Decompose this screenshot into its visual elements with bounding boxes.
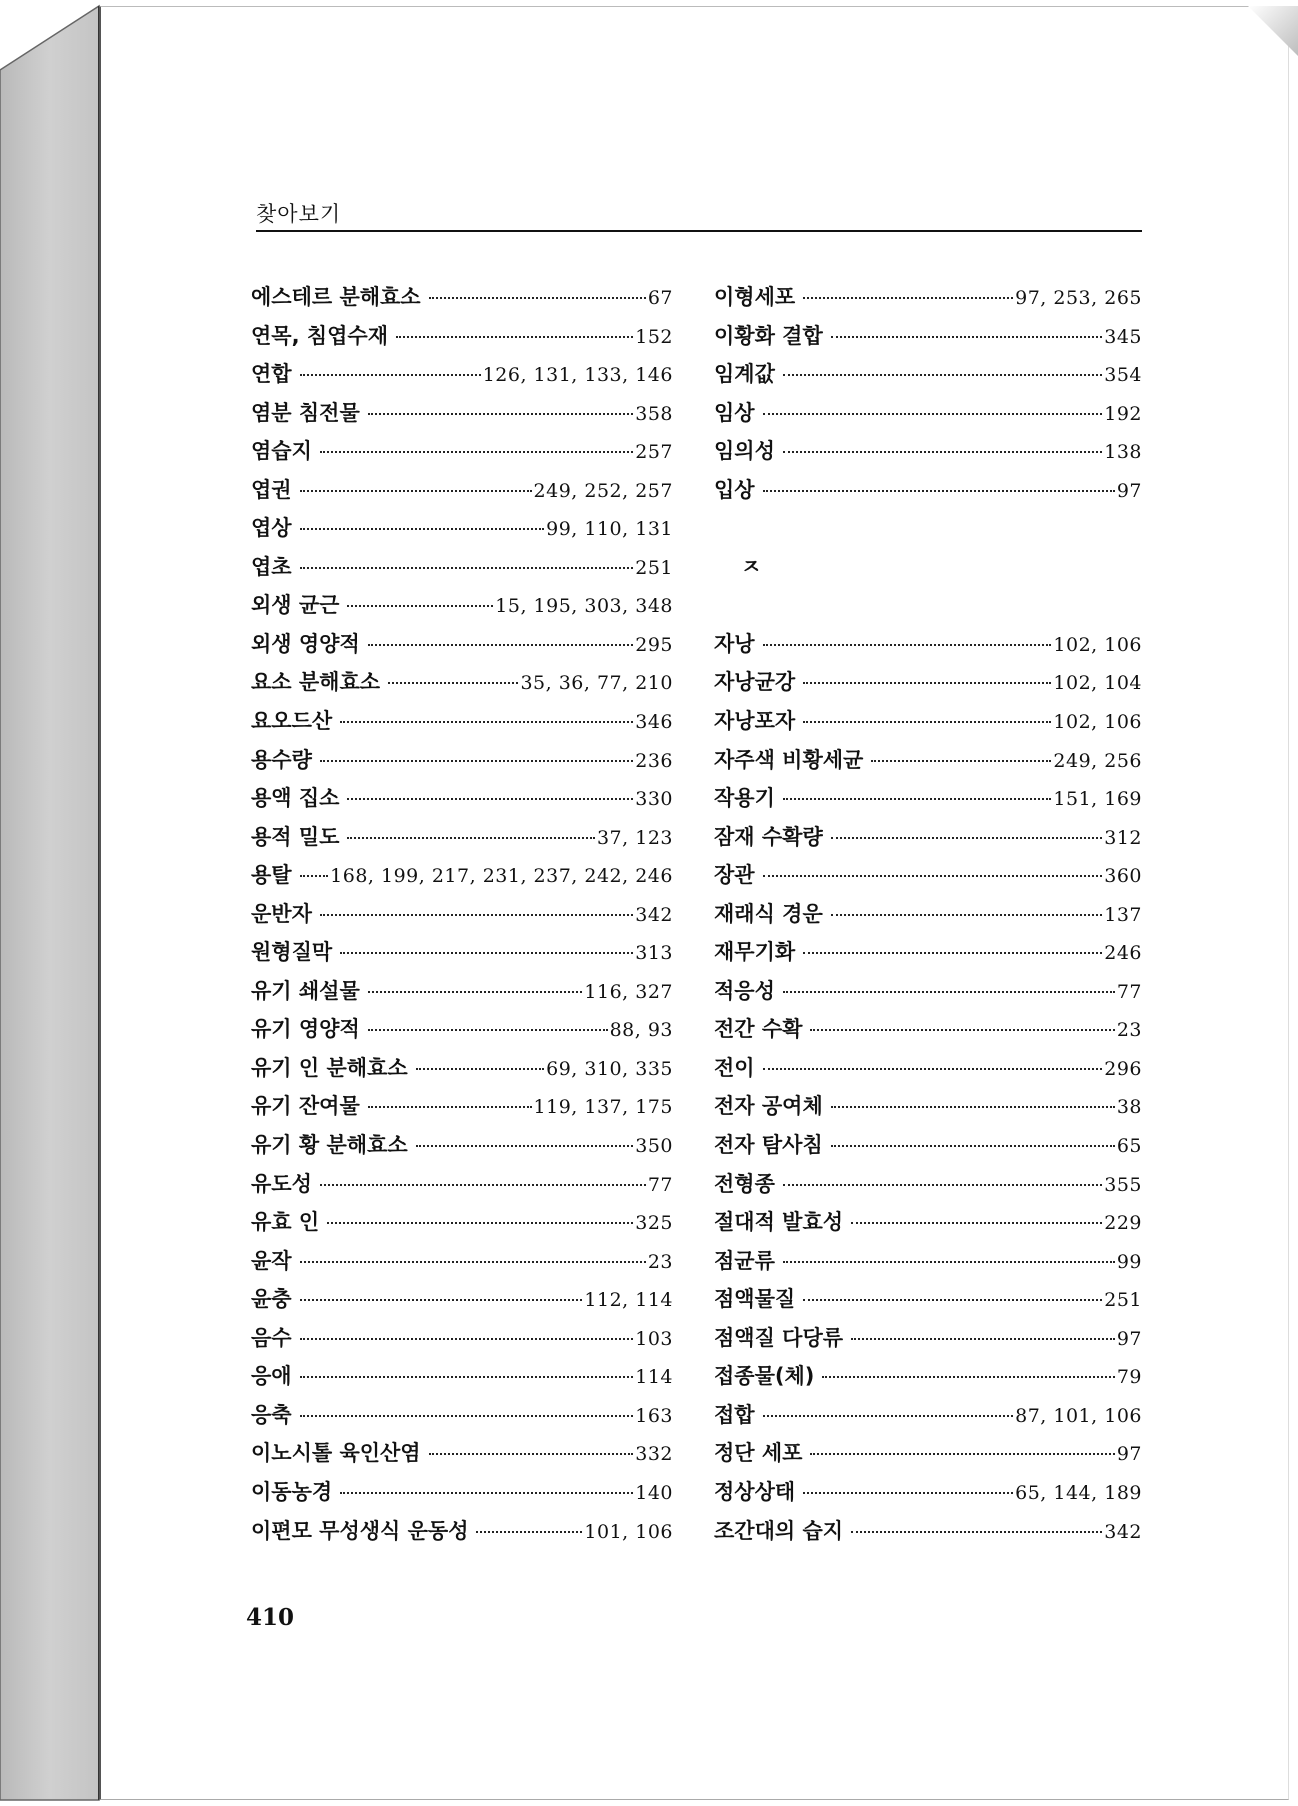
index-entry — [714, 355, 1142, 394]
index-entry — [251, 1357, 673, 1396]
index-term: 유기 잔여물 — [251, 1094, 360, 1119]
dot-leader — [763, 1415, 1014, 1417]
index-entry — [714, 1165, 1142, 1204]
dot-leader — [783, 1261, 1115, 1263]
index-term: 임의성 — [714, 439, 775, 464]
dot-leader — [851, 1222, 1102, 1224]
page-refs: 312 — [1104, 826, 1142, 849]
dot-leader — [851, 1531, 1102, 1533]
index-term: 임계값 — [714, 362, 775, 387]
index-term: 자낭포자 — [714, 709, 796, 734]
index-term: 운반자 — [251, 901, 312, 926]
index-term: 외생 영양적 — [251, 631, 360, 656]
page-refs: 152 — [635, 325, 673, 348]
page-refs: 295 — [635, 633, 673, 656]
dot-leader — [783, 1184, 1102, 1186]
dot-leader — [763, 490, 1115, 492]
dot-leader — [810, 1029, 1114, 1031]
index-entry — [714, 317, 1142, 356]
index-term: 전간 수확 — [714, 1017, 803, 1042]
index-entry — [251, 972, 673, 1011]
index-term: 자주색 비황세균 — [714, 747, 864, 772]
dot-leader — [368, 1029, 608, 1031]
dot-leader — [429, 297, 646, 299]
index-term: 엽초 — [251, 554, 292, 579]
index-entry — [714, 1087, 1142, 1126]
index-term: 접종물(체) — [714, 1364, 815, 1389]
page-refs: 192 — [1104, 402, 1142, 425]
index-entry — [714, 1512, 1142, 1551]
page-refs: 257 — [635, 441, 673, 464]
dot-leader — [803, 1299, 1102, 1301]
index-entry — [251, 779, 673, 818]
index-entry — [251, 1203, 673, 1242]
dot-leader — [783, 798, 1052, 800]
dot-leader — [368, 1106, 532, 1108]
section-letter: ㅈ — [741, 554, 762, 579]
index-term: 에스테르 분해효소 — [251, 285, 421, 309]
page-refs: 69, 310, 335 — [546, 1057, 673, 1080]
dot-leader — [416, 1145, 634, 1147]
dot-leader — [300, 1338, 634, 1340]
index-entry — [251, 1512, 673, 1551]
page-refs: 346 — [635, 711, 673, 734]
dot-leader — [822, 1376, 1114, 1378]
index-term: 전자 탐사침 — [714, 1133, 823, 1158]
dot-leader — [300, 490, 532, 492]
index-entry — [714, 1010, 1142, 1049]
page-refs: 249, 252, 257 — [533, 479, 673, 502]
page-refs: 97 — [1116, 1443, 1142, 1466]
header-rule — [256, 230, 1142, 232]
index-entry — [714, 1126, 1142, 1165]
index-term: 재래식 경운 — [714, 901, 823, 926]
page-refs: 102, 104 — [1053, 672, 1142, 695]
index-term: 외생 균근 — [251, 593, 340, 618]
page-refs: 37, 123 — [596, 826, 673, 849]
dot-leader — [320, 1184, 646, 1186]
index-entry — [251, 1280, 673, 1319]
index-entry — [251, 741, 673, 780]
index-term: 점액질 다당류 — [714, 1325, 844, 1350]
index-entry — [714, 895, 1142, 934]
index-group-i — [714, 278, 1142, 509]
index-entry — [251, 1396, 673, 1435]
page-refs: 163 — [635, 1404, 673, 1427]
page-corner-shadow — [1238, 0, 1298, 60]
index-term: 용적 밀도 — [251, 824, 340, 849]
index-entry — [251, 586, 673, 625]
page-refs: 88, 93 — [609, 1019, 673, 1042]
dot-leader — [783, 451, 1102, 453]
index-term: 윤충 — [251, 1287, 292, 1312]
dot-leader — [340, 721, 633, 723]
index-entry — [714, 741, 1142, 780]
index-entry — [251, 1049, 673, 1088]
index-entry — [714, 1203, 1142, 1242]
dot-leader — [300, 528, 545, 530]
page-refs: 103 — [635, 1327, 673, 1350]
page-refs: 15, 195, 303, 348 — [495, 595, 673, 618]
index-entry — [714, 394, 1142, 433]
index-term: 응축 — [251, 1402, 292, 1427]
index-term: 접합 — [714, 1402, 755, 1427]
index-entry — [251, 625, 673, 664]
dot-leader — [300, 1376, 634, 1378]
dot-leader — [327, 1222, 633, 1224]
page-refs: 355 — [1104, 1173, 1142, 1196]
page-refs: 35, 36, 77, 210 — [520, 672, 673, 695]
page-refs: 332 — [635, 1443, 673, 1466]
dot-leader — [300, 1415, 634, 1417]
book-spine-graphic — [0, 0, 100, 1806]
index-term: 점균류 — [714, 1248, 775, 1273]
index-term: 입상 — [714, 477, 755, 502]
index-column-right — [714, 278, 1142, 1550]
index-entry — [714, 933, 1142, 972]
dot-leader — [831, 1106, 1115, 1108]
page-refs: 77 — [1116, 980, 1142, 1003]
page-refs: 137 — [1104, 903, 1142, 926]
index-entry — [251, 1087, 673, 1126]
page-refs: 102, 106 — [1053, 711, 1142, 734]
index-entry — [251, 1242, 673, 1281]
index-term: 절대적 발효성 — [714, 1210, 844, 1235]
page-number: 410 — [246, 1604, 295, 1631]
dot-leader — [368, 413, 633, 415]
dot-leader — [763, 644, 1052, 646]
dot-leader — [300, 374, 481, 376]
page-refs: 296 — [1104, 1057, 1142, 1080]
index-entry — [251, 702, 673, 741]
page-refs: 229 — [1104, 1212, 1142, 1235]
dot-leader — [476, 1531, 582, 1533]
index-entry — [251, 818, 673, 857]
page-refs: 77 — [647, 1173, 673, 1196]
index-term: 조간대의 습지 — [714, 1518, 844, 1543]
index-group-j — [714, 625, 1142, 1550]
index-term: 요오드산 — [251, 709, 333, 734]
index-term: 전자 공여체 — [714, 1094, 823, 1119]
page-refs: 23 — [647, 1250, 673, 1273]
page-refs: 65, 144, 189 — [1015, 1481, 1142, 1504]
index-term: 염분 침전물 — [251, 400, 360, 425]
page-refs: 97 — [1116, 1327, 1142, 1350]
page-refs: 102, 106 — [1053, 633, 1142, 656]
page-refs: 99 — [1116, 1250, 1142, 1273]
index-entry — [251, 663, 673, 702]
page-refs: 116, 327 — [584, 980, 673, 1003]
index-term: 전이 — [714, 1055, 755, 1080]
dot-leader — [347, 605, 493, 607]
index-term: 유효 인 — [251, 1210, 320, 1235]
dot-leader — [320, 451, 633, 453]
index-entry — [251, 355, 673, 394]
page-refs: 342 — [1104, 1520, 1142, 1543]
index-term: 이황화 결합 — [714, 323, 823, 348]
index-term: 윤작 — [251, 1248, 292, 1273]
dot-leader — [320, 914, 633, 916]
index-entry — [251, 1126, 673, 1165]
index-entry — [251, 1473, 673, 1512]
page-refs: 67 — [647, 287, 673, 309]
dot-leader — [388, 682, 518, 684]
index-term: 전형종 — [714, 1171, 775, 1196]
index-term: 정상상태 — [714, 1479, 796, 1504]
page-refs: 342 — [635, 903, 673, 926]
index-term: 적응성 — [714, 978, 775, 1003]
book-spine — [0, 0, 100, 1806]
page-refs: 23 — [1116, 1019, 1142, 1042]
page-refs: 140 — [635, 1481, 673, 1504]
index-entry — [251, 394, 673, 433]
dot-leader — [300, 1299, 583, 1301]
index-entry — [714, 702, 1142, 741]
index-term: 용수량 — [251, 747, 312, 772]
index-term: 정단 세포 — [714, 1441, 803, 1466]
index-term: 작용기 — [714, 786, 775, 811]
page-refs: 79 — [1116, 1366, 1142, 1389]
dot-leader — [396, 336, 633, 338]
page-refs: 112, 114 — [584, 1289, 673, 1312]
page-refs: 97 — [1116, 479, 1142, 502]
index-entry — [251, 1165, 673, 1204]
dot-leader — [803, 1492, 1013, 1494]
index-term: 자낭 — [714, 631, 755, 656]
index-term: 잠재 수확량 — [714, 824, 823, 849]
index-entry — [251, 471, 673, 510]
dot-leader — [368, 644, 633, 646]
index-term: 이동농경 — [251, 1479, 333, 1504]
page-refs: 345 — [1104, 325, 1142, 348]
index-entry — [251, 432, 673, 471]
index-entry — [714, 1049, 1142, 1088]
dot-leader — [429, 1453, 634, 1455]
dot-leader — [803, 297, 1013, 299]
section-spacer — [714, 509, 1142, 548]
index-entry — [714, 278, 1142, 317]
index-term: 유기 인 분해효소 — [251, 1055, 408, 1080]
index-entry — [251, 1319, 673, 1358]
dot-leader — [810, 1453, 1114, 1455]
page-refs: 101, 106 — [584, 1520, 673, 1543]
running-head: 찾아보기 — [256, 202, 342, 226]
index-term: 음수 — [251, 1325, 292, 1350]
dot-leader — [763, 875, 1103, 877]
page-refs: 168, 199, 217, 231, 237, 242, 246 — [330, 865, 673, 888]
index-term: 유기 황 분해효소 — [251, 1133, 408, 1158]
index-term: 원형질막 — [251, 940, 333, 965]
dot-leader — [803, 952, 1102, 954]
dot-leader — [803, 721, 1051, 723]
index-entry — [251, 1010, 673, 1049]
dot-leader — [300, 567, 634, 569]
dot-leader — [871, 760, 1051, 762]
page-refs: 360 — [1104, 865, 1142, 888]
page-refs: 354 — [1104, 364, 1142, 387]
index-term: 요소 분해효소 — [251, 670, 381, 695]
dot-leader — [831, 837, 1102, 839]
index-entry — [714, 818, 1142, 857]
index-entry — [714, 856, 1142, 895]
index-term: 용탈 — [251, 863, 292, 888]
dot-leader — [851, 1338, 1115, 1340]
index-term: 장관 — [714, 863, 755, 888]
dot-leader — [300, 1261, 646, 1263]
page-refs: 119, 137, 175 — [533, 1096, 673, 1119]
index-entry — [251, 856, 673, 895]
page-refs: 251 — [1104, 1289, 1142, 1312]
dot-leader — [783, 374, 1102, 376]
dot-leader — [803, 682, 1051, 684]
dot-leader — [831, 914, 1102, 916]
dot-leader — [416, 1068, 545, 1070]
index-entry — [251, 895, 673, 934]
index-term: 유기 영양적 — [251, 1017, 360, 1042]
dot-leader — [300, 875, 329, 877]
index-entry — [714, 779, 1142, 818]
index-term: 이형세포 — [714, 285, 796, 309]
index-term: 용액 집소 — [251, 786, 340, 811]
index-term: 이노시톨 육인산염 — [251, 1441, 421, 1466]
page-refs: 97, 253, 265 — [1015, 287, 1142, 309]
index-entry — [251, 933, 673, 972]
index-term: 연목, 침엽수재 — [251, 323, 389, 348]
index-term: 유기 쇄설물 — [251, 978, 360, 1003]
dot-leader — [763, 413, 1103, 415]
dot-leader — [831, 1145, 1115, 1147]
index-entry — [251, 509, 673, 548]
page-refs: 138 — [1104, 441, 1142, 464]
index-entry — [714, 625, 1142, 664]
dot-leader — [783, 991, 1115, 993]
page-refs: 249, 256 — [1053, 749, 1142, 772]
index-term: 이편모 무성생식 운동성 — [251, 1518, 469, 1543]
index-entry — [714, 1242, 1142, 1281]
page-refs: 358 — [635, 402, 673, 425]
index-column-left — [251, 278, 673, 1550]
index-entry — [714, 972, 1142, 1011]
index-entry — [714, 1396, 1142, 1435]
index-entry — [714, 1357, 1142, 1396]
page-refs: 251 — [635, 556, 673, 579]
index-entry — [714, 471, 1142, 510]
index-term: 자낭균강 — [714, 670, 796, 695]
index-term: 엽상 — [251, 516, 292, 541]
page-refs: 350 — [635, 1135, 673, 1158]
index-entry — [714, 432, 1142, 471]
index-entry — [251, 317, 673, 356]
index-entry — [714, 1319, 1142, 1358]
index-entry — [251, 548, 673, 587]
dot-leader — [831, 336, 1102, 338]
dot-leader — [763, 1068, 1103, 1070]
index-entry — [714, 663, 1142, 702]
index-term: 점액물질 — [714, 1287, 796, 1312]
index-entry — [714, 1280, 1142, 1319]
dot-leader — [340, 1492, 633, 1494]
page-refs: 330 — [635, 788, 673, 811]
page-refs: 325 — [635, 1212, 673, 1235]
dot-leader — [347, 798, 633, 800]
page-refs: 65 — [1116, 1135, 1142, 1158]
page-refs: 313 — [635, 942, 673, 965]
page-refs: 114 — [635, 1366, 673, 1389]
dot-leader — [368, 991, 583, 993]
index-term: 임상 — [714, 400, 755, 425]
index-term: 유도성 — [251, 1171, 312, 1196]
index-term: 재무기화 — [714, 940, 796, 965]
index-term: 엽권 — [251, 477, 292, 502]
page-refs: 151, 169 — [1053, 788, 1142, 811]
index-term: 염습지 — [251, 439, 312, 464]
dot-leader — [347, 837, 595, 839]
page-refs: 246 — [1104, 942, 1142, 965]
page-refs: 87, 101, 106 — [1015, 1404, 1142, 1427]
page-refs: 126, 131, 133, 146 — [482, 364, 673, 387]
section-spacer — [714, 586, 1142, 625]
index-entry — [251, 278, 673, 317]
page-refs: 236 — [635, 749, 673, 772]
dot-leader — [340, 952, 633, 954]
index-entry — [251, 1434, 673, 1473]
index-entry — [714, 1473, 1142, 1512]
index-term: 응애 — [251, 1364, 292, 1389]
dot-leader — [320, 760, 633, 762]
index-entry — [714, 1434, 1142, 1473]
page-refs: 38 — [1116, 1096, 1142, 1119]
index-term: 연합 — [251, 362, 292, 387]
page-refs: 99, 110, 131 — [546, 518, 673, 541]
